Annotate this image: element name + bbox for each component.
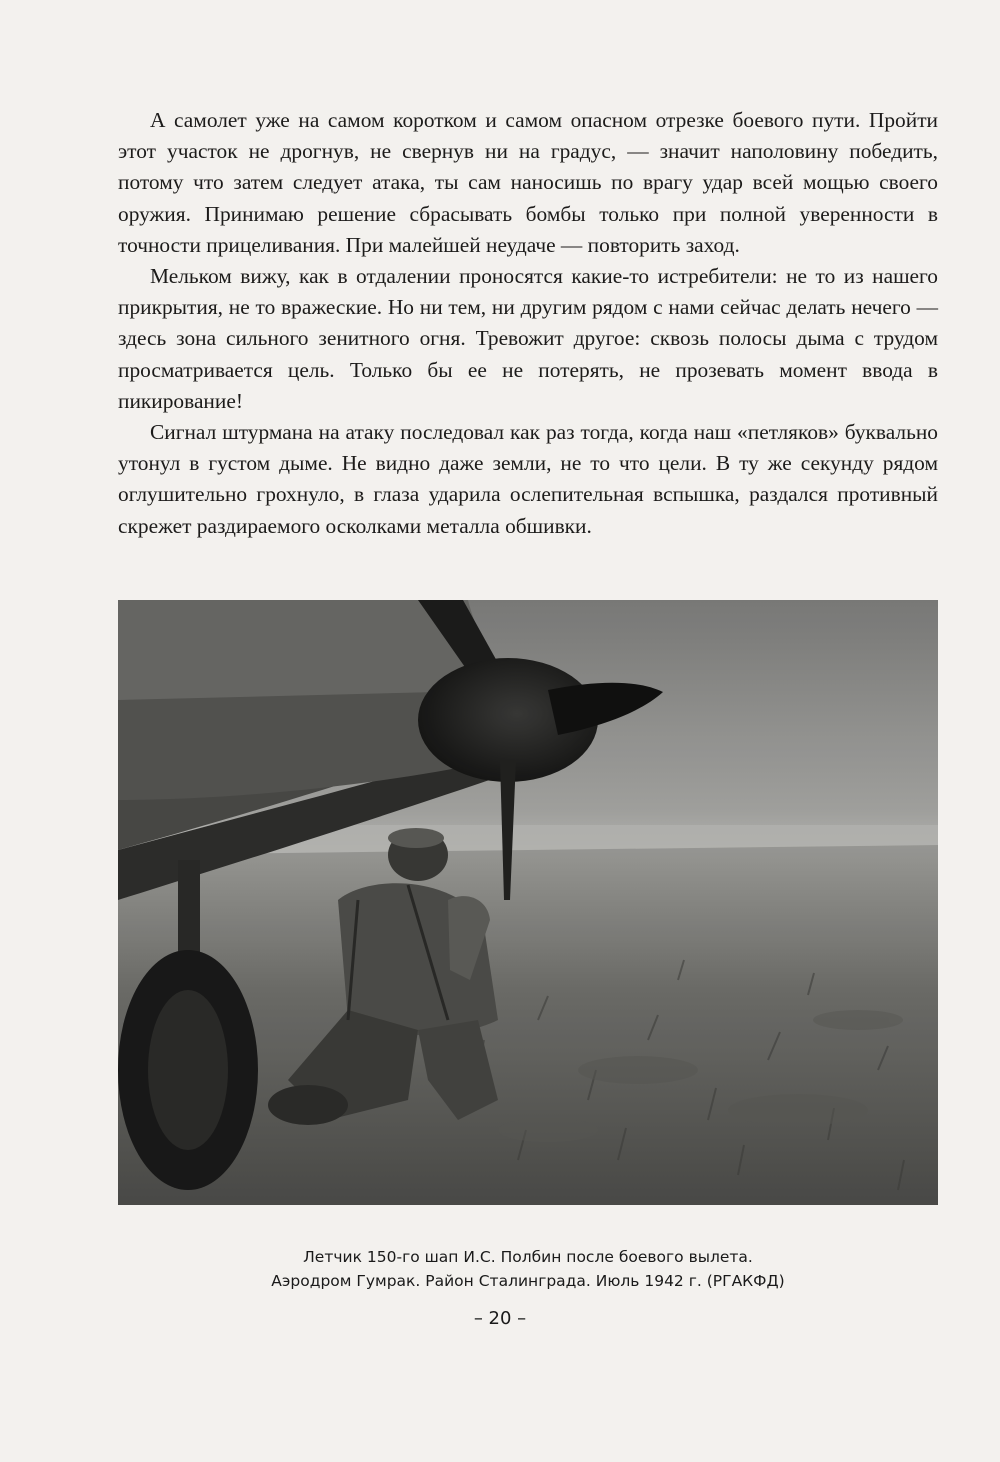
paragraph-2: Мельком вижу, как в отдалении проносятся какие-то истребители: не то из нашего прикрытия, не то вражеские. Но ни тем, ни другим рядом с нами сейчас делать нечего — здесь зона сильного зенитного огня. Тревожит другое: сквозь полосы дыма с трудом просматривается цель. Только бы ее не потерять, не прозевать момент ввода в пикирование! [118,264,938,413]
paragraph-3: Сигнал штурмана на атаку последовал как раз тогда, когда наш «петляков» буквально утонул в густом дыме. Не видно даже земли, не то что цели. В ту же секунду рядом оглушительно грохнуло, в глаза ударила ослепительная вспышка, раздался противный скрежет раздираемого осколками металла обшивки. [118,420,938,538]
photo-illustration [118,600,938,1205]
paragraph-1: А самолет уже на самом коротком и самом опасном отрезке боевого пути. Пройти этот участок не дрогнув, не свернув ни на градус, — значит наполовину победить, потому что затем следует атака, ты сам наносишь по врагу удар всей мощью своего оружия. Принимаю решение сбрасывать бомбы только при полной уверенности в точности прицеливания. При малейшей неудаче — повторить заход. [118,108,938,257]
photo-caption [118,1245,938,1293]
caption-line-2: Аэродром Гумрак. Район Сталинграда. Июль 1942 г. (РГАКФД) [271,1272,785,1290]
body-text [118,105,938,542]
caption-line-1: Летчик 150-го шап И.С. Полбин после боевого вылета. [303,1248,753,1266]
archival-photo [118,600,938,1205]
page-number: – 20 – [473,1308,527,1329]
